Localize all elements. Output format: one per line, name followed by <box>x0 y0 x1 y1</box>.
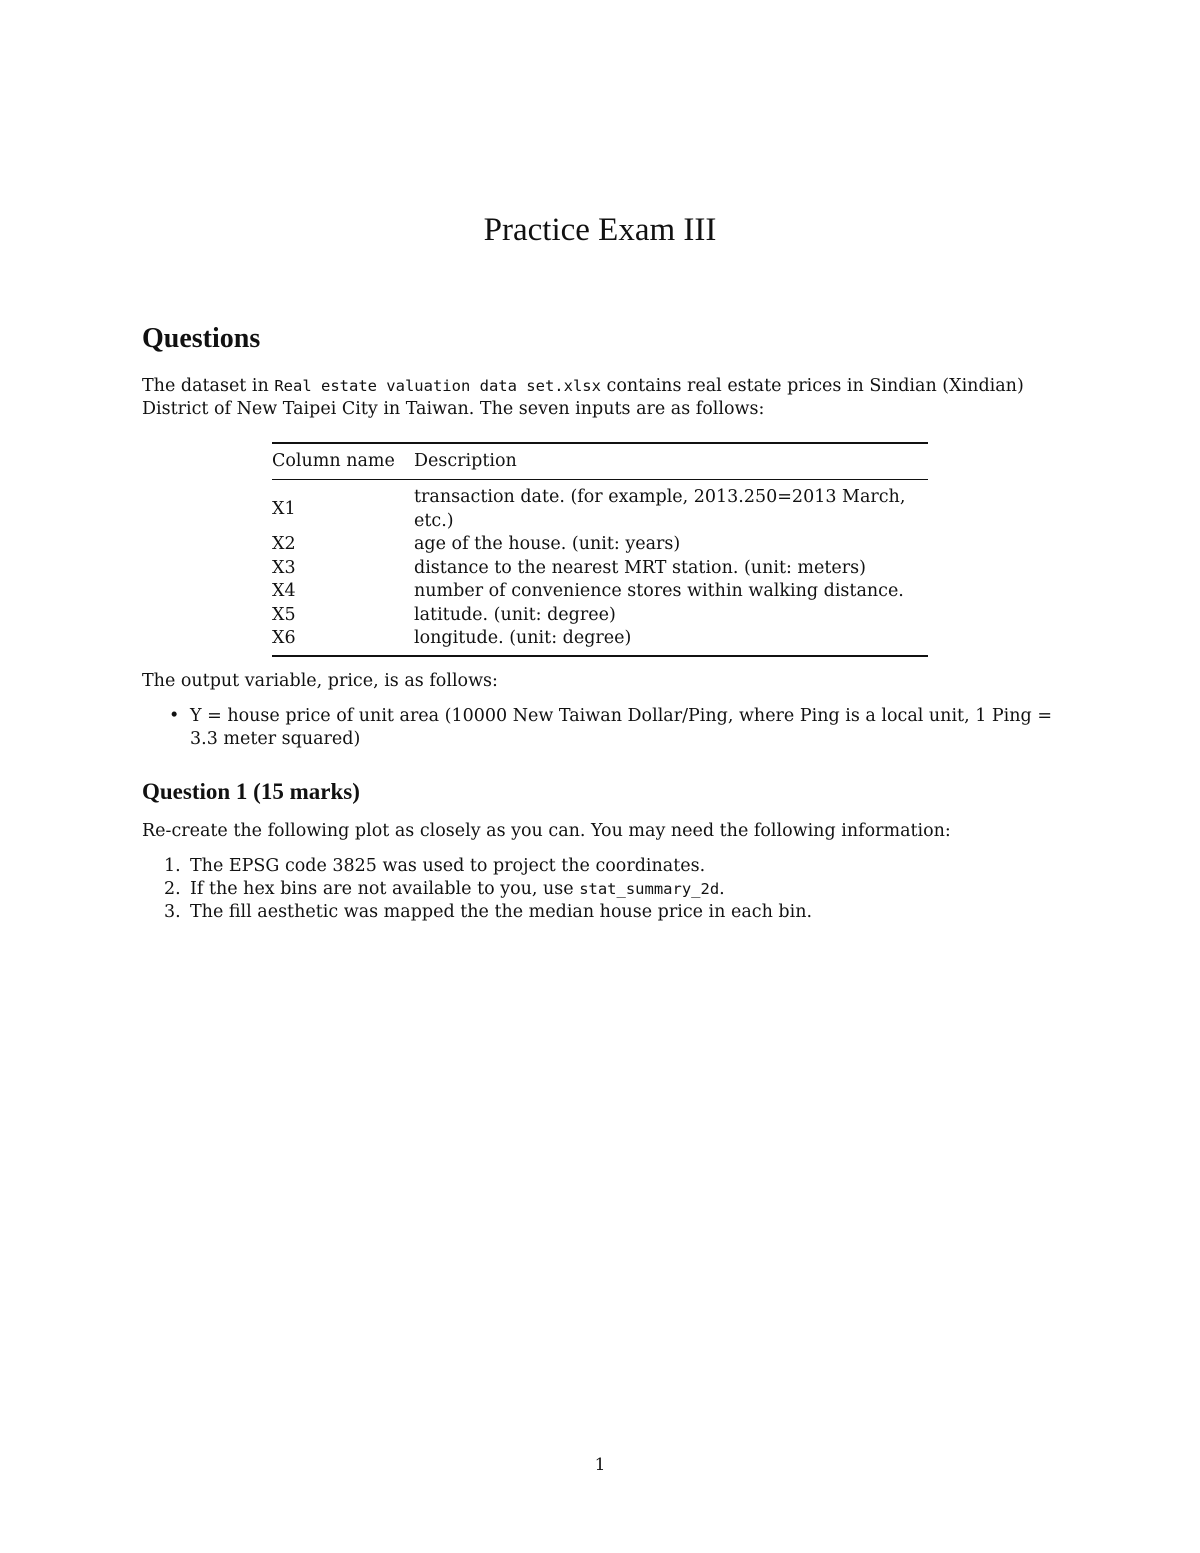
table-row <box>272 533 928 557</box>
table-cell-description: age of the house. (unit: years) <box>414 534 681 554</box>
table-cell-description: latitude. (unit: degree) <box>414 604 616 625</box>
output-variable-intro: The output variable, price, is as follows: <box>142 671 498 691</box>
intro-text-before: The dataset in <box>142 376 275 396</box>
table-cell-description: longitude. (unit: degree) <box>414 628 632 648</box>
table-row <box>272 480 928 534</box>
intro-text-after: contains real estate prices in Sindian (Xindian) District of New Taipei City in Taiwan. The seven inputs are as follows: <box>142 376 1024 419</box>
section-heading-questions: Questions <box>142 323 261 354</box>
table-cell-description: number of convenience stores within walking distance. <box>414 581 904 601</box>
list-item-text: The EPSG code 3825 was used to project the coordinates. <box>190 856 706 876</box>
table-cell-column-name: X5 <box>272 604 296 625</box>
inline-code-stat-summary-2d: stat_summary_2d <box>579 880 720 898</box>
table-row <box>272 557 928 581</box>
list-item <box>142 855 1072 878</box>
list-item-number: 1. <box>164 856 181 876</box>
table-cell-column-name: X3 <box>272 557 296 578</box>
list-item-number: 3. <box>164 902 181 922</box>
table-row <box>272 627 928 656</box>
question-1-intro: Re-create the following plot as closely as you can. You may need the following information: <box>142 821 951 841</box>
list-item <box>142 901 1072 924</box>
table-cell-column-name: X6 <box>272 628 296 648</box>
table-row <box>272 580 928 604</box>
output-bullet-list <box>142 705 1072 751</box>
table-cell-description: transaction date. (for example, 2013.250=2013 March, etc.) <box>414 487 906 531</box>
table-row <box>272 604 928 628</box>
inputs-table-container <box>272 442 928 657</box>
table-header-column-name: Column name <box>272 451 395 471</box>
list-item <box>142 878 1072 901</box>
inputs-table <box>272 442 928 657</box>
dataset-file-name: Real estate valuation data set.xlsx <box>274 377 601 395</box>
list-item-text: The fill aesthetic was mapped the the median house price in each bin. <box>190 902 813 922</box>
page-title: Practice Exam III <box>483 212 717 248</box>
intro-paragraph <box>142 375 1072 421</box>
question-1-info-list <box>142 855 1072 924</box>
list-item: • Y = house price of unit area (10000 New Taiwan Dollar/Ping, where Ping is a local unit, 1 Ping = 3.3 meter squared) <box>142 705 1072 751</box>
table-cell-column-name: X4 <box>272 581 296 601</box>
table-cell-column-name: X2 <box>272 534 296 554</box>
list-item-text-after: . <box>719 879 725 899</box>
list-item-number: 2. <box>164 879 181 899</box>
table-header-description: Description <box>414 451 517 471</box>
table-cell-description: distance to the nearest MRT station. (unit: meters) <box>414 557 866 578</box>
list-item-text: If the hex bins are not available to you, use <box>190 879 580 899</box>
table-header-row <box>272 443 928 480</box>
question-1-heading: Question 1 (15 marks) <box>142 779 360 804</box>
table-cell-column-name: X1 <box>272 498 296 519</box>
page-number: 1 <box>594 1455 606 1475</box>
